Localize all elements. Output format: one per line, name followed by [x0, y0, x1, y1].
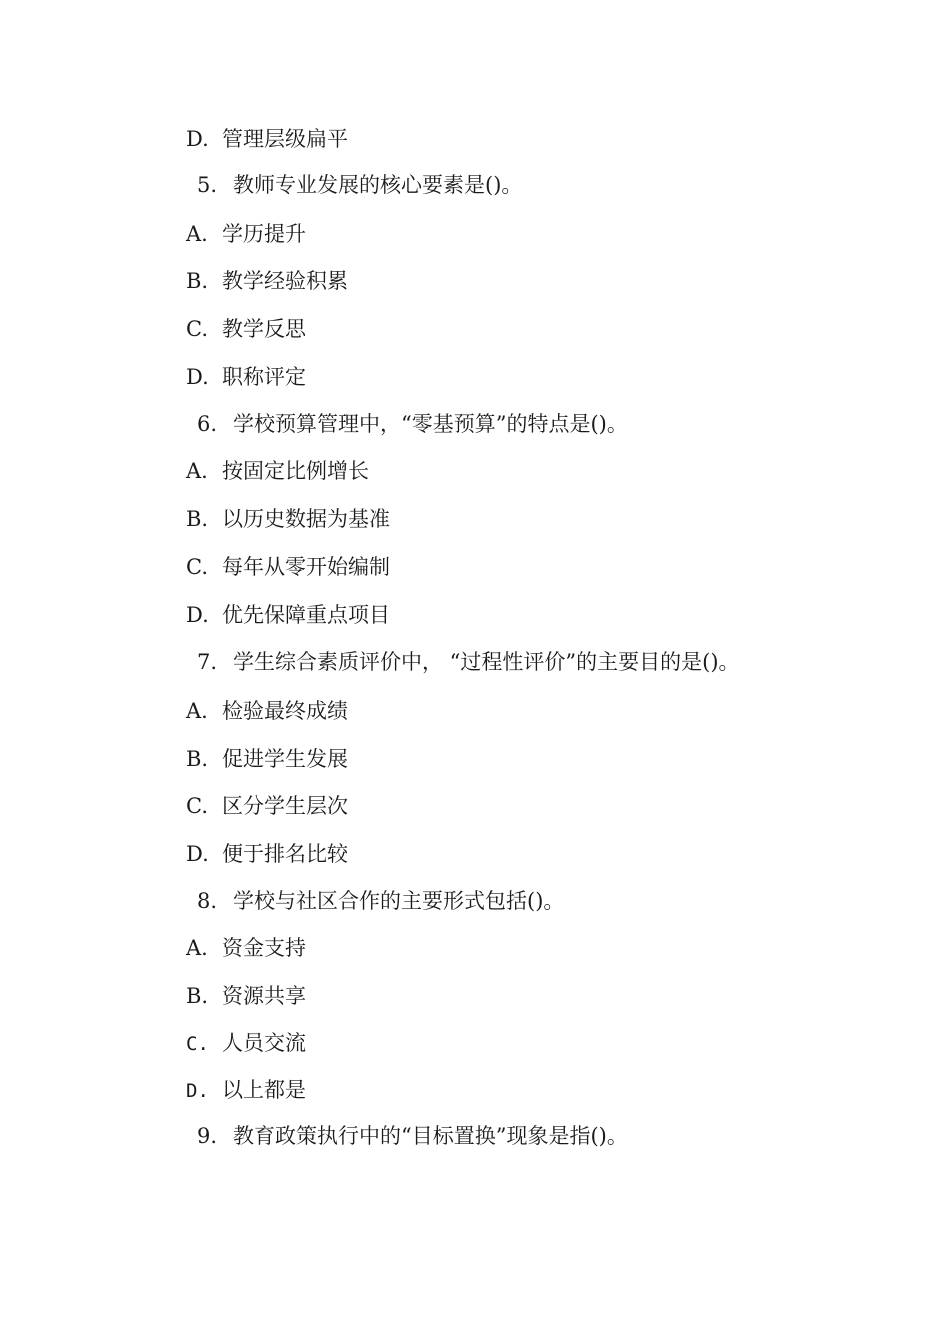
option-key: C. [186, 317, 208, 341]
option-key: D. [186, 365, 209, 389]
option-text: 教学反思 [222, 317, 306, 341]
question-number: 9. [197, 1124, 218, 1148]
option-key: A. [186, 936, 208, 960]
question-line [197, 410, 628, 438]
option-text: 优先保障重点项目 [222, 603, 390, 627]
option-line [186, 457, 369, 485]
question-number: 8. [197, 889, 218, 913]
option-line [186, 1029, 306, 1058]
option-line [186, 601, 390, 629]
option-line [186, 745, 348, 773]
question-number: 6. [197, 412, 218, 436]
option-key: D. [186, 603, 209, 627]
option-text: 职称评定 [222, 365, 306, 389]
option-line [186, 697, 348, 725]
option-key: C. [186, 794, 208, 818]
question-line [197, 648, 740, 676]
option-line [186, 553, 390, 581]
option-text: 学历提升 [222, 222, 306, 246]
question-number: 7. [197, 650, 218, 674]
question-number: 5. [197, 173, 218, 197]
question-line [197, 1122, 628, 1150]
option-line [186, 792, 348, 820]
question-text: 教师专业发展的核心要素是()。 [233, 173, 523, 197]
option-key: D. [186, 127, 209, 151]
option-line [186, 840, 348, 868]
option-text: 便于排名比较 [222, 842, 348, 866]
option-text: 资源共享 [222, 984, 306, 1008]
option-key: A. [186, 699, 208, 723]
question-text: 学校与社区合作的主要形式包括()。 [233, 889, 565, 913]
option-text: 检验最终成绩 [222, 699, 348, 723]
option-line [186, 363, 306, 391]
option-text: 按固定比例增长 [222, 459, 369, 483]
option-key: A. [186, 222, 208, 246]
option-line [186, 1076, 306, 1105]
option-text: 管理层级扁平 [222, 127, 348, 151]
option-line [186, 505, 390, 533]
option-line [186, 267, 348, 295]
question-text: 学校预算管理中，“零基预算”的特点是()。 [233, 412, 628, 436]
option-text: 资金支持 [222, 936, 306, 960]
question-text: 教育政策执行中的“目标置换”现象是指()。 [233, 1124, 628, 1148]
option-key: D. [186, 1080, 209, 1102]
option-key: C. [186, 1033, 209, 1055]
option-line [186, 125, 348, 153]
option-text: 每年从零开始编制 [222, 555, 390, 579]
question-line [197, 171, 522, 199]
option-line [186, 220, 306, 248]
option-line [186, 315, 306, 343]
option-text: 以历史数据为基准 [222, 507, 390, 531]
question-text: 学生综合素质评价中， “过程性评价”的主要目的是()。 [233, 650, 740, 674]
option-key: B. [186, 507, 209, 531]
option-key: A. [186, 459, 208, 483]
option-line [186, 982, 306, 1010]
option-text: 人员交流 [222, 1031, 306, 1055]
option-text: 促进学生发展 [222, 747, 348, 771]
option-key: B. [186, 269, 209, 293]
option-line [186, 934, 306, 962]
option-key: C. [186, 555, 208, 579]
option-text: 以上都是 [222, 1078, 306, 1102]
option-text: 区分学生层次 [222, 794, 348, 818]
option-text: 教学经验积累 [222, 269, 348, 293]
option-key: D. [186, 842, 209, 866]
question-line [197, 887, 564, 915]
option-key: B. [186, 984, 209, 1008]
option-key: B. [186, 747, 209, 771]
